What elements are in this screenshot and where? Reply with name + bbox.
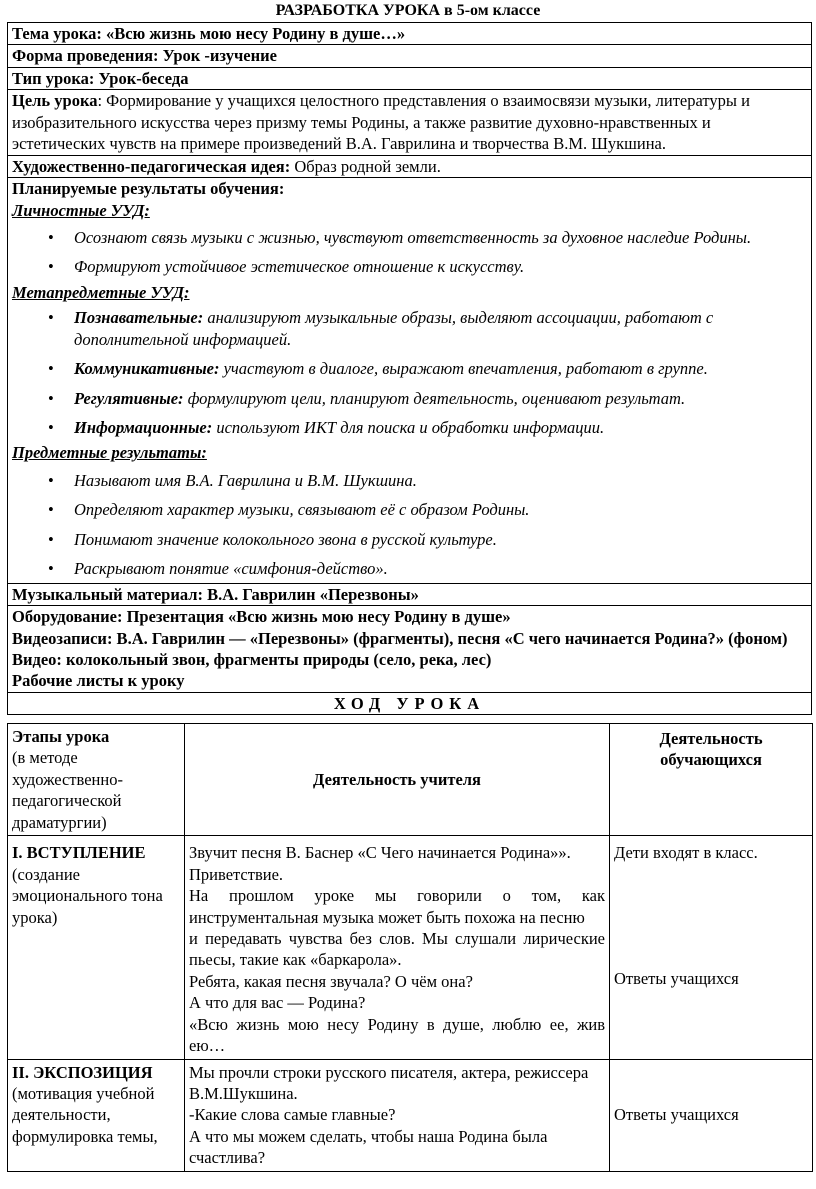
lesson-progress-heading: ХОД УРОКА — [333, 693, 486, 713]
personal-list — [12, 227, 807, 278]
list-item: • Называют имя В.А. Гаврилина и В.М. Шукшина. — [12, 470, 807, 491]
list-item: • Информационные: используют ИКТ для поиска и обработки информации. — [12, 417, 807, 438]
equipment-line: Видеозаписи: В.А. Гаврилин — «Перезвоны» (фрагменты), песня «С чего начинается Родина?» (фоном) — [12, 628, 788, 648]
subject-heading: Предметные результаты: — [12, 443, 207, 463]
lesson-topic: Тема урока: «Всю жизнь мою несу Родину в душе…» — [8, 23, 811, 45]
list-item: • Познавательные: анализируют музыкальные образы, выделяют ассоциации, работают с дополнительной информацией. — [12, 307, 807, 350]
lesson-form: Форма проведения: Урок -изучение — [8, 45, 811, 67]
lesson-idea — [8, 156, 811, 178]
header-students: Деятельность обучающихся — [610, 724, 813, 836]
idea-text: Образ родной земли. — [290, 156, 441, 176]
planned-results-title: Планируемые результаты обучения: — [12, 179, 285, 199]
equipment-line: Видео: колокольный звон, фрагменты природы (село, река, лес) — [12, 649, 492, 669]
header-stages: Этапы урока (в методе художественно-педагогической драматургии) — [8, 724, 185, 836]
music-material: Музыкальный материал: В.А. Гаврилин «Перезвоны» — [8, 584, 811, 606]
list-item: • Регулятивные: формулируют цели, планируют деятельность, оценивают результат. — [12, 388, 807, 409]
students-cell: Ответы учащихся — [610, 1059, 813, 1171]
table-row — [8, 836, 813, 1059]
list-item: • Осознают связь музыки с жизнью, чувствуют ответственность за духовное наследие Родины. — [12, 227, 807, 248]
equipment-line: Оборудование: Презентация «Всю жизнь мою несу Родину в душе» — [12, 607, 511, 627]
idea-label: Художественно-педагогическая идея: — [12, 156, 291, 176]
teacher-cell: Звучит песня В. Баснер «С Чего начинается Родина»». Приветствие. На прошлом уроке мы говорили о том, как инструментальная музыка может быть похожа на песню и передавать чувства без слов. Мы слушали лирические пьесы, такие как «баркарола». Ребята, какая песня звучала? О чём она? А что для вас — Родина? «Всю жизнь мою несу Родину в душе, люблю ее, жив ею… — [185, 836, 610, 1059]
list-item: • Раскрывают понятие «симфония-действо». — [12, 558, 807, 579]
stage-cell: I. ВСТУПЛЕНИЕ (создание эмоционального тона урока) — [8, 836, 185, 1059]
subject-list — [12, 470, 807, 580]
equipment-block — [8, 606, 811, 693]
meta-heading: Метапредметные УУД: — [12, 282, 190, 302]
lesson-type: Тип урока: Урок-беседа — [8, 68, 811, 90]
equipment-line: Рабочие листы к уроку — [12, 671, 185, 691]
lesson-table — [7, 723, 813, 1172]
table-header-row — [8, 724, 813, 836]
goal-label: Цель урока — [12, 91, 98, 111]
goal-text: : Формирование у учащихся целостного представления о взаимосвязи музыки, литературы и изобразительного искусства через призму темы Родины, а также развитие духовно-нравственных и эстетических чувств на примере произведений В.А. Гаврилина и творчества В.М. Шукшина. — [12, 91, 750, 154]
table-row — [8, 1059, 813, 1171]
list-item: • Формируют устойчивое эстетическое отношение к искусству. — [12, 256, 807, 277]
header-teacher: Деятельность учителя — [185, 724, 610, 836]
list-item: • Коммуникативные: участвуют в диалоге, выражают впечатления, работают в группе. — [12, 358, 807, 379]
planned-results — [8, 178, 811, 584]
lesson-goal — [8, 90, 811, 155]
meta-list — [12, 307, 807, 438]
stage-cell: II. ЭКСПОЗИЦИЯ (мотивация учебной деятельности, формулировка темы, — [8, 1059, 185, 1171]
personal-heading: Личностные УУД: — [12, 200, 150, 220]
lesson-info-block — [7, 22, 812, 715]
list-item: • Понимают значение колокольного звона в русской культуре. — [12, 529, 807, 550]
list-item: • Определяют характер музыки, связывают её с образом Родины. — [12, 499, 807, 520]
page-title: РАЗРАБОТКА УРОКА в 5-ом классе — [275, 2, 541, 19]
students-cell: Дети входят в класс. Ответы учащихся — [610, 836, 813, 1059]
teacher-cell: Мы прочли строки русского писателя, актера, режиссера В.М.Шукшина. -Какие слова самые главные? А что мы можем сделать, чтобы наша Родина была счастлива? — [185, 1059, 610, 1171]
